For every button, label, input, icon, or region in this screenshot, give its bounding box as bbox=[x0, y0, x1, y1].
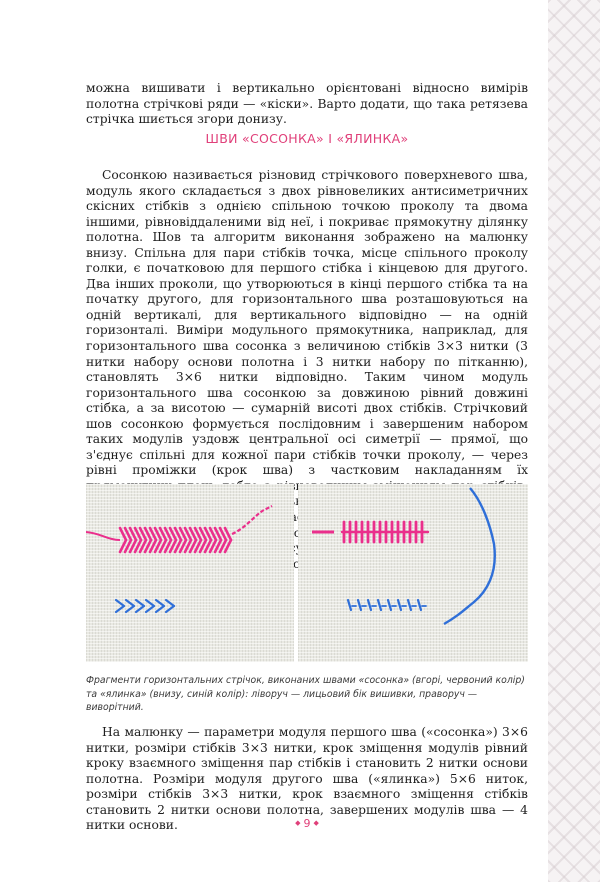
blue-stitch bbox=[126, 606, 134, 612]
pink-sosonka-band bbox=[120, 528, 231, 552]
pink-thread-tail-left bbox=[86, 532, 120, 540]
blue-stitch bbox=[116, 600, 124, 606]
blue-back-stitch bbox=[418, 600, 421, 610]
pink-thread-tail-right bbox=[232, 506, 272, 534]
diamond-mark-right: ◆ bbox=[313, 819, 319, 827]
blue-back-stitch bbox=[368, 600, 371, 610]
photo-back-side bbox=[298, 484, 528, 662]
blue-thread-tail bbox=[444, 488, 495, 624]
blue-stitch bbox=[146, 600, 154, 606]
paragraph-top bbox=[86, 81, 528, 128]
photo-front-side bbox=[86, 484, 294, 662]
blue-stitch bbox=[116, 606, 124, 612]
embroidery-photos bbox=[86, 484, 528, 662]
blue-back-stitch bbox=[388, 600, 391, 610]
blue-stitch bbox=[166, 600, 174, 606]
section-heading: ШВИ «СОСОНКА» І «ЯЛИНКА» bbox=[205, 131, 409, 146]
front-side-stitches bbox=[86, 484, 294, 662]
blue-yalynka-band bbox=[116, 600, 174, 612]
paragraph-main-text: Сосонкою називається різновид стрічкового поверхневого шва, модуль якого складається з двох рівновеликих антисиметричних скісних стібків з однією спільною точкою проколу та двома іншими, рівновіддаленими від неї, і покриває прямокутну ділянку полотна. Шов та алгоритм виконання зображено на малюнку внизу. Спільна для пари стібків точка, місце спільного проколу голки, є початковою для першого стібка і кінцевою для другого. Два інших проколи, що утворюються в кінці першого стібка та на початку другого, для горизонтального шва розташовуються на одній вертикалі, для вертикального відповідно — на одній горизонталі. Виміри модульного прямокутника, наприклад, для горизонтального шва сосонка з величиною стібків 3×3 нитки (3 нитки набору основи полотна і 3 нитки набору по пітканню), становлять 3×6 нитки відповідно. Таким чином модуль горизонтального шва сосонкою за довжиною рівний довжині стібка, а за висотою — сумарній висоті двох стібків. Стрічковий шов сосонкою формується послідовним і завершеним набором таких модулів уздовж центральної осі симетрії — прямої, що з'єднує спільні для кожної пари стібків точки проколу, — через рівні проміжки (крок шва) з частковим накладанням їх обирається bbox=[86, 168, 528, 525]
blue-back-stitch bbox=[398, 600, 401, 610]
figure-caption: Фрагменти горизонтальних стрічок, виконаних швами «сосонка» (вгорі, червоний колір) та «ялинка» (внизу, синій колір): ліворуч — лицьовий бік вишивки, праворуч — виворітний. bbox=[86, 675, 525, 713]
back-side-stitches bbox=[298, 484, 528, 662]
paragraph-bottom-text: На малюнку — параметри модуля першого шва («сосонка») 3×6 нитки, розміри стібків 3×3 нитки, крок зміщення модулів рівний кроку взаємного зміщення пар стібків і становить 2 нитки основи полотна. Розміри модуля другого шва («ялинка») 5×6 ниток, розміри стібків 3×3 нитки, крок взаємного зміщення стібків становить 2 нитки основи полотна, завершених модулів шва — 4 нитки основи. bbox=[86, 725, 528, 833]
page-number bbox=[86, 817, 528, 830]
pink-back-band bbox=[342, 522, 428, 542]
blue-stitch bbox=[166, 606, 174, 612]
blue-stitch bbox=[156, 606, 164, 612]
blue-stitch bbox=[136, 606, 144, 612]
blue-back-stitch bbox=[378, 600, 381, 610]
blue-back-stitch bbox=[348, 600, 351, 610]
blue-stitch bbox=[146, 606, 154, 612]
page-number-value: 9 bbox=[303, 817, 311, 830]
blue-back-stitch bbox=[408, 600, 411, 610]
blue-stitch bbox=[136, 600, 144, 606]
diamond-mark-left: ◆ bbox=[295, 819, 301, 827]
blue-back-stitch bbox=[358, 600, 361, 610]
blue-back-band bbox=[348, 600, 426, 610]
blue-stitch bbox=[126, 600, 134, 606]
paragraph-top-text: можна вишивати і вертикально орієнтовані відносно вимірів полотна стрічкові ряди — «кіски». Варто додати, що така ретязева стрічка шиється згори донизу. bbox=[86, 81, 528, 127]
blue-stitch bbox=[156, 600, 164, 606]
ornament-border bbox=[548, 0, 600, 882]
